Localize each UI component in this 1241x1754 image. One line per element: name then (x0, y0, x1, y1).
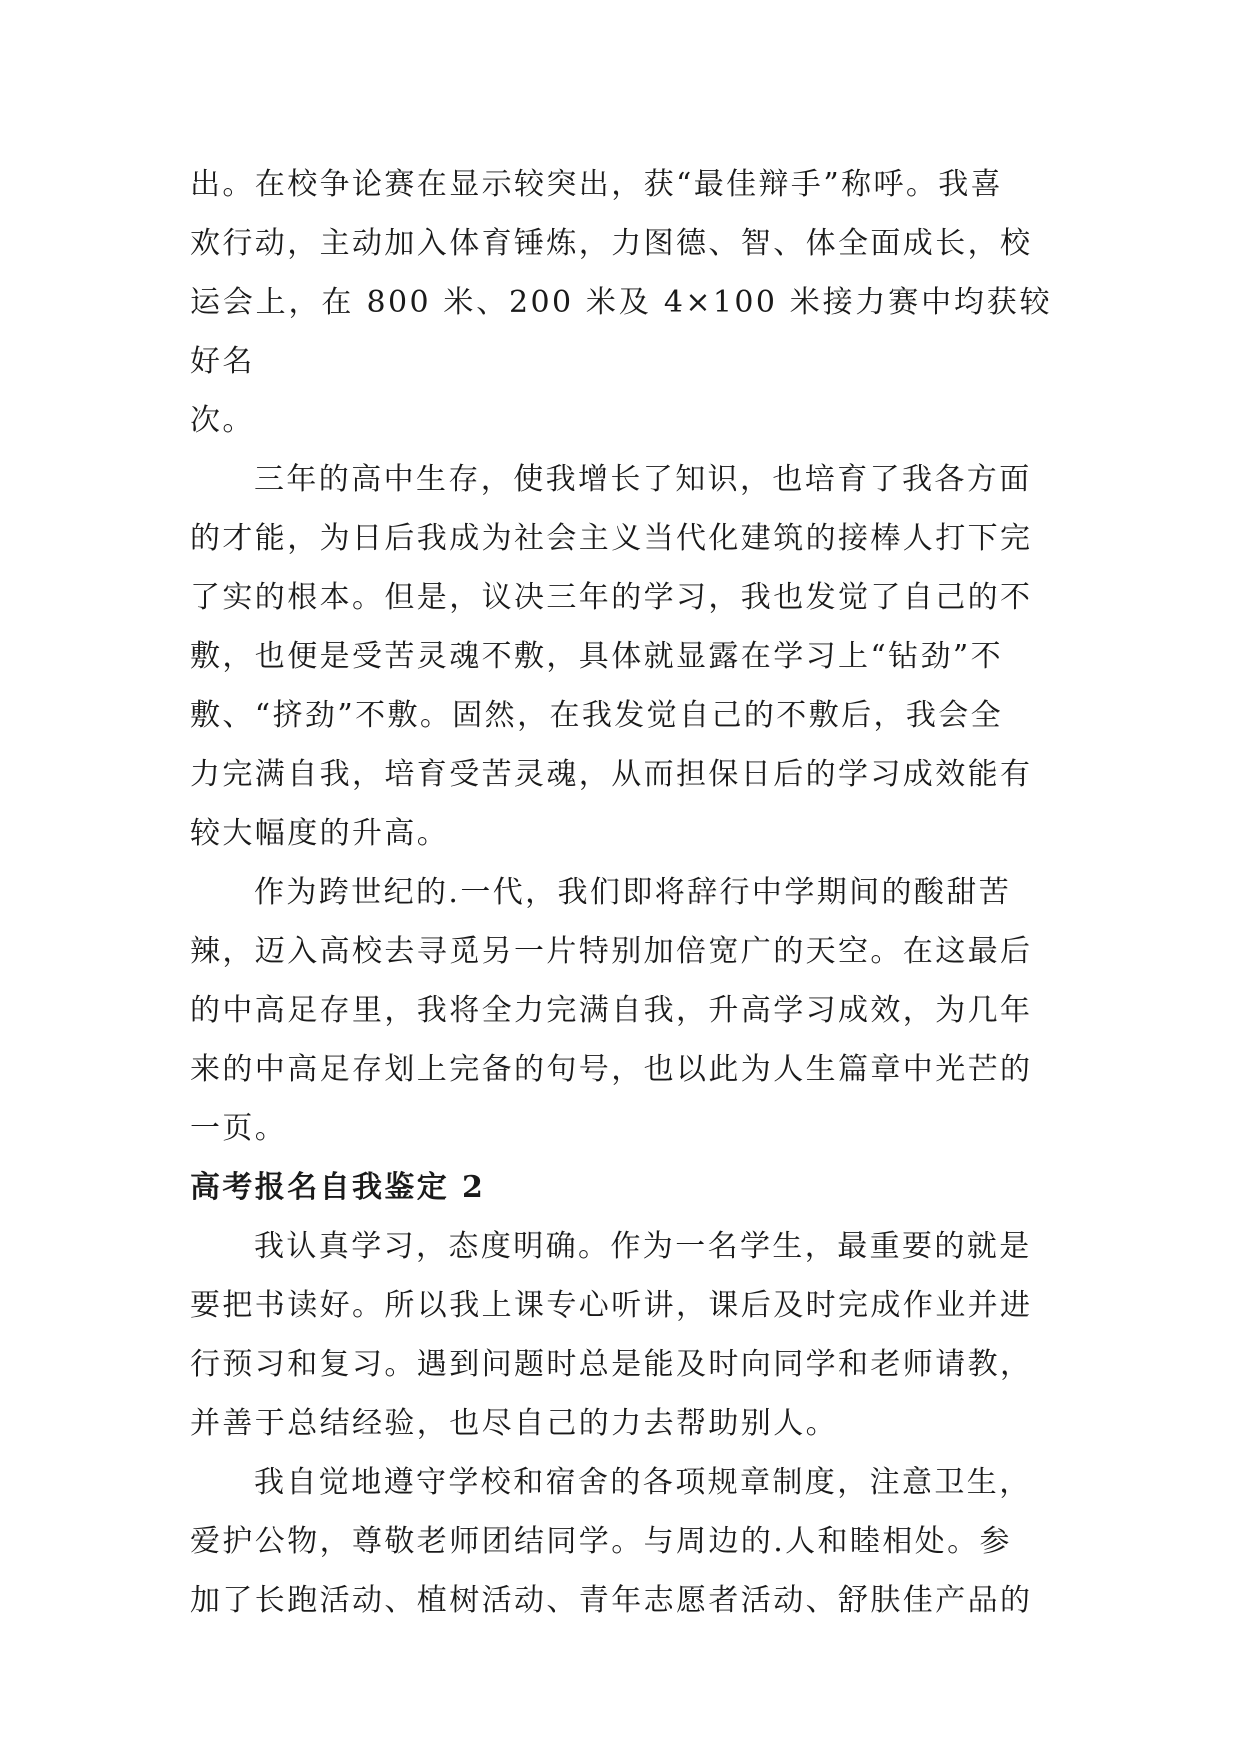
text-line: 我认真学习，态度明确。作为一名学生，最重要的就是 (254, 1229, 1032, 1264)
paragraph-1 (190, 155, 1052, 450)
text-line: 我自觉地遵守学校和宿舍的各项规章制度，注意卫生， (254, 1465, 1032, 1500)
section-heading: 高考报名自我鉴定 2 (190, 1170, 486, 1205)
paragraph-4 (190, 1217, 1052, 1453)
paragraph-3 (190, 863, 1052, 1158)
text-line: 的中高足存里，我将全力完满自我，升高学习成效，为几年 (190, 993, 1033, 1028)
text-line: 行预习和复习。遇到问题时总是能及时向同学和老师请教， (190, 1347, 1033, 1382)
text-line: 较大幅度的升高。 (190, 816, 450, 851)
text-line: 作为跨世纪的.一代，我们即将辞行中学期间的酸甜苦 (254, 875, 1012, 910)
text-line: 来的中高足存划上完备的句号，也以此为人生篇章中光芒的 (190, 1052, 1033, 1087)
text-line: 欢行动，主动加入体育锤炼，力图德、智、体全面成长，校 (190, 226, 1033, 261)
text-line: 加了长跑活动、植树活动、青年志愿者活动、舒肤佳产品的 (190, 1583, 1033, 1618)
paragraph-2 (190, 450, 1052, 863)
text-line: 力完满自我，培育受苦灵魂，从而担保日后的学习成效能有 (190, 757, 1033, 792)
document-body (190, 155, 1052, 1630)
text-line: 辣，迈入高校去寻觅另一片特别加倍宽广的天空。在这最后 (190, 934, 1033, 969)
text-line: 要把书读好。所以我上课专心听讲，课后及时完成作业并进 (190, 1288, 1033, 1323)
text-line: 一页。 (190, 1111, 288, 1146)
text-line: 了实的根本。但是，议决三年的学习，我也发觉了自己的不 (190, 580, 1033, 615)
paragraph-5 (190, 1453, 1052, 1630)
text-line: 敷，也便是受苦灵魂不敷，具体就显露在学习上“钻劲”不 (190, 639, 1004, 674)
text-line: 出。在校争论赛在显示较突出，获“最佳辩手”称呼。我喜 (190, 167, 1004, 202)
text-line: 并善于总结经验，也尽自己的力去帮助别人。 (190, 1406, 838, 1441)
text-line: 的才能，为日后我成为社会主义当代化建筑的接棒人打下完 (190, 521, 1033, 556)
text-line: 三年的高中生存，使我增长了知识，也培育了我各方面 (254, 462, 1032, 497)
text-line: 次。 (190, 403, 255, 438)
text-line: 敷、“挤劲”不敷。固然，在我发觉自己的不敷后，我会全 (190, 698, 1004, 733)
text-line: 爱护公物，尊敬老师团结同学。与周边的.人和睦相处。参 (190, 1524, 1012, 1559)
text-line: 运会上，在 800 米、200 米及 4×100 米接力赛中均获较好名 (190, 285, 1052, 379)
